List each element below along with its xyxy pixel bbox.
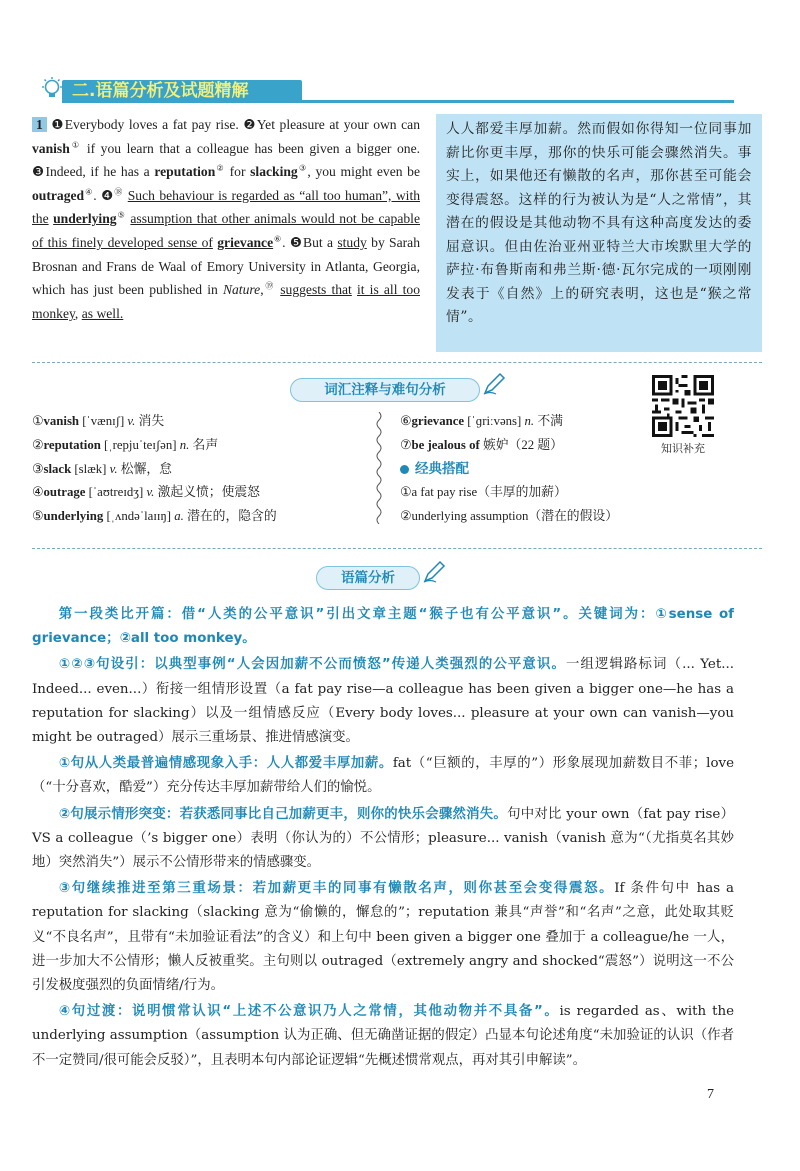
keyword-grievance: grievance xyxy=(217,234,274,250)
vocab-num: ② xyxy=(32,437,44,452)
analysis-highlight: ①②③句设引：以典型事例“人会因加薪不公而愤怒”传递人类强烈的公平意识。 xyxy=(58,657,566,673)
sentence-3-text: . xyxy=(93,187,97,203)
footnote-ref: ④ xyxy=(84,187,94,197)
vocab-section-title xyxy=(290,378,480,402)
vocab-num: ⑥ xyxy=(400,414,412,428)
vocab-word: underlying xyxy=(43,509,104,524)
vocab-ipa: [ˈɡriːvəns] xyxy=(467,414,522,428)
bullet-dot-icon xyxy=(400,465,409,474)
analysis-text: If 条件句中 has a reputation for slacking（slacking 意为“偷懒的，懈怠的”；reputation 兼具“声誉”和“名声”之意，此处取其贬义“不良名声”，且带有“未加验证看法”的含义）和上句中 been given a bigger one 叠加于 a colleague/he 一人，进一步加大不公情形；懒人反被重奖。主句则以 outraged（extremely angry and shocked“震怒”）说明这一不公引发极度强烈的负面情绪/行为。 xyxy=(32,881,734,994)
question-ref: ⑲ xyxy=(263,281,276,291)
sentence-5-text: , xyxy=(260,282,264,298)
qr-caption: 知识补充 xyxy=(661,442,705,455)
vocab-num: ① xyxy=(32,414,44,428)
underlined-suggests: suggests that xyxy=(280,282,352,298)
section-title: 二.语篇分析及试题精解 xyxy=(72,81,249,101)
vocab-word: reputation xyxy=(43,437,101,452)
keyword-study: study xyxy=(337,234,367,250)
analysis-section-title xyxy=(316,566,420,590)
vocab-pos: n. xyxy=(179,437,190,452)
keyword-vanish: vanish xyxy=(32,140,70,156)
lightbulb-icon xyxy=(40,76,64,102)
sentence-3-text: , you might even be xyxy=(307,164,420,180)
vocab-num: ⑤ xyxy=(32,509,44,524)
analysis-paragraph xyxy=(32,877,734,998)
underlined-monkey: it is all too monkey xyxy=(32,282,420,321)
question-ref: ⑱ xyxy=(114,187,124,197)
vocab-title-text: 词汇注释与难句分析 xyxy=(324,382,446,398)
collocation-item: ②underlying assumption（潜在的假设） xyxy=(400,509,618,524)
sentence-marker: ❷ xyxy=(243,117,257,132)
analysis-paragraph xyxy=(32,803,734,876)
vocab-item xyxy=(400,410,640,434)
analysis-paragraph xyxy=(32,752,734,800)
collocation-title: 经典搭配 xyxy=(415,460,469,477)
journal-name: Nature xyxy=(222,282,261,298)
underlined-sentence-4b: assumption that other animals would not be capable of this finely developed sense of xyxy=(32,211,420,250)
vocab-list-right xyxy=(400,410,640,529)
analysis-highlight: ②句展示情形突变：若获悉同事比自己加薪更丰，则你的快乐会骤然消失。 xyxy=(58,806,508,822)
pen-icon xyxy=(482,372,506,396)
sentence-3-text: for xyxy=(229,164,246,180)
vocab-meaning: 消失 xyxy=(138,414,165,428)
vocab-item xyxy=(32,458,372,482)
analysis-paragraph xyxy=(32,603,734,651)
vocab-item xyxy=(32,481,372,505)
vocab-item xyxy=(32,434,372,458)
vocab-word: outrage xyxy=(43,485,86,500)
footnote-ref: ③ xyxy=(297,163,308,173)
analysis-highlight: ①句从人类最普遍情感现象入手：人人都爱丰厚加薪。 xyxy=(58,756,393,772)
passage-paragraph xyxy=(32,113,420,325)
vocab-num: ⑦ xyxy=(400,437,412,452)
collocation-heading xyxy=(400,458,640,482)
vocab-item xyxy=(32,410,372,434)
sentence-marker: ❺ xyxy=(289,234,304,250)
sentence-marker: ❶ xyxy=(51,117,65,132)
keyword-outraged: outraged xyxy=(32,187,85,203)
vocab-word: grievance xyxy=(411,414,465,428)
analysis-highlight: 第一段类比开篇：借“人类的公平意识”引出文章主题“猴子也有公平意识”。关键词为：①sense of grievance；②all too monkey。 xyxy=(32,607,734,647)
vocab-word: vanish xyxy=(43,414,80,428)
sentence-3-text: Indeed, if he has a xyxy=(45,164,150,180)
sentence-2-text: Yet pleasure at your own can xyxy=(256,117,421,132)
analysis-body xyxy=(32,603,734,1075)
sentence-5-text: But a xyxy=(303,234,334,250)
vocab-pos: v. xyxy=(127,414,136,428)
vocab-word: be jealous of xyxy=(411,437,480,452)
analysis-title-text: 语篇分析 xyxy=(341,570,395,586)
sentence-2-text: if you learn that a colleague has been given a bigger one. xyxy=(86,140,421,156)
vocab-meaning: 激起义愤；使震怒 xyxy=(157,485,260,500)
keyword-underlying: underlying xyxy=(53,211,117,227)
qr-code[interactable] xyxy=(652,375,714,437)
sentence-marker: ❸ xyxy=(32,164,46,180)
vocab-meaning: 嫉妒（22 题） xyxy=(482,437,563,452)
divider xyxy=(32,548,762,549)
vocab-item xyxy=(32,505,372,529)
vocab-item xyxy=(400,434,640,458)
page-number: 7 xyxy=(707,1087,714,1102)
section-header xyxy=(40,76,734,102)
analysis-text: 句中对比 your own（fat pay rise）VS a colleague（’s bigger one）表明（你认为的）不公情形；pleasure... vanish（vanish 意为“（尤指莫名其妙地）突然消失”）展示不公情形带来的情感骤变。 xyxy=(32,806,735,871)
vocab-ipa: [slæk] xyxy=(74,461,107,476)
underlined-as-well: as well. xyxy=(81,305,124,321)
analysis-highlight: ④句过渡：说明惯常认识“上述不公意识乃人之常情，其他动物并不具备”。 xyxy=(58,1004,560,1020)
sentence-marker: ❹ xyxy=(101,187,115,203)
keyword-reputation: reputation xyxy=(154,164,216,180)
footnote-ref: ⑥ xyxy=(273,234,283,244)
vocab-num: ③ xyxy=(32,461,44,476)
vocab-pos: n. xyxy=(524,414,535,428)
vocab-meaning: 潜在的，隐含的 xyxy=(187,509,277,524)
analysis-text: 一组逻辑路标词（... Yet... Indeed... even...）衔接一组情形设置（a fat pay rise—a colleague has been given a bigger one—he has a reputation for slacking）以及一组情感反应（Every body loves... pleasure at your own can vanish—you might be outraged）展示三重场景、推进情感演变。 xyxy=(32,657,734,746)
sentence-5-text: , xyxy=(74,305,79,321)
pen-icon xyxy=(422,560,446,584)
column-separator xyxy=(374,412,384,524)
vocab-list-left xyxy=(32,410,372,529)
analysis-text: fat（“巨额的，丰厚的”）形象展现加薪数目不菲；love（“十分喜欢，酷爱”）充分传达丰厚加薪带给人们的愉悦。 xyxy=(32,756,734,796)
vocab-ipa: [ˈvænɪʃ] xyxy=(82,414,125,428)
keyword-slacking: slacking xyxy=(250,164,298,180)
vocab-pos: v. xyxy=(146,485,155,500)
analysis-highlight: ③句继续推进至第三重场景：若加薪更丰的同事有懒散名声，则你甚至会变得震怒。 xyxy=(58,881,615,897)
footnote-ref: ① xyxy=(69,140,82,150)
vocab-pos: a. xyxy=(174,509,184,524)
vocab-meaning: 不满 xyxy=(537,414,563,428)
vocab-num: ④ xyxy=(32,485,44,500)
analysis-paragraph xyxy=(32,653,734,750)
vocab-ipa: [ˌʌndəˈlaɪɪŋ] xyxy=(106,509,172,524)
vocab-word: slack xyxy=(43,461,72,476)
vocab-ipa: [ˌrepjuˈteɪʃən] xyxy=(104,437,177,452)
footnote-ref: ⑤ xyxy=(116,210,126,220)
sentence-4-end: . xyxy=(282,234,286,250)
vocab-meaning: 松懈，怠 xyxy=(120,461,172,476)
paragraph-number: 1 xyxy=(32,117,47,132)
underlined-sentence-4a: Such behaviour is regarded as “all too human”, with the xyxy=(32,187,421,227)
vocab-ipa: [ˈaʊtreɪdʒ] xyxy=(88,485,144,500)
footnote-ref: ② xyxy=(215,163,225,173)
vocab-pos: v. xyxy=(109,461,118,476)
analysis-text: is regarded as、with the underlying assumption（assumption 认为正确、但无确凿证据的假定）凸显本句论述角度“未加验证的认识（作者不一定赞同/很可能会反驳）”，且表明本句内部论证逻辑“先概述惯常观点，再对其引申解读”。 xyxy=(32,1004,734,1068)
translation-box: 人人都爱丰厚加薪。然而假如你得知一位同事加薪比你更丰厚，那你的快乐可能会骤然消失。事实上，如果他还有懒散的名声，那你甚至可能会变得震怒。这样的行为被认为是“人之常情”，其潜在的假设是其他动物不具有这种高度发达的委屈意识。但由佐治亚州亚特兰大市埃默里大学的萨拉·布鲁斯南和弗兰斯·德·瓦尔完成的一项刚刚发表于《自然》上的研究表明，这也是“猴之常情”。 xyxy=(436,114,762,352)
sentence-5-text: by Sarah Brosnan and Frans de Waal of Emory University in Atlanta, Georgia, which has just been published in xyxy=(32,234,421,298)
collocation-item: ①a fat pay rise（丰厚的加薪） xyxy=(400,485,567,500)
divider xyxy=(32,362,762,363)
sentence-1: Everybody loves a fat pay rise. xyxy=(64,117,239,132)
analysis-paragraph xyxy=(32,1000,734,1073)
vocab-meaning: 名声 xyxy=(192,437,219,452)
